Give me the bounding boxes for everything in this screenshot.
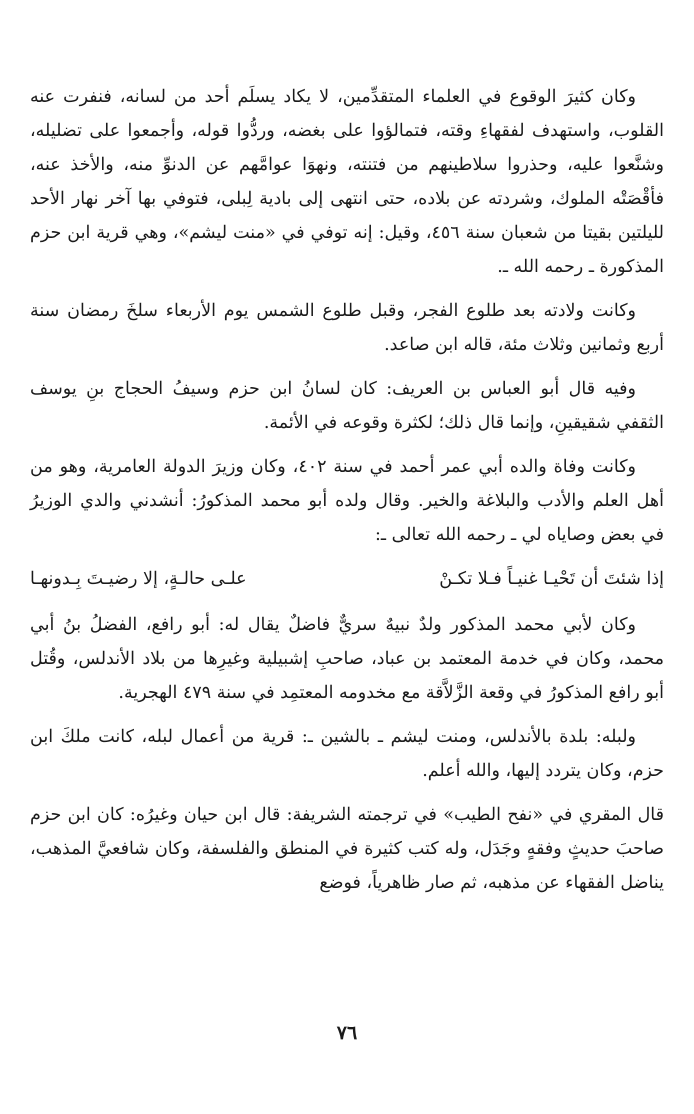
paragraph-birth: وكانت ولادته بعد طلوع الفجر، وقبل طلوع الشمس يوم الأربعاء سلخَ رمضان سنة أربع وثمانين وثلاث مئة، قاله ابن صاعد. [30, 301, 664, 355]
paragraph-death: وكان كثيرَ الوقوع في العلماء المتقدِّمين، لا يكاد يسلَم أحد من لسانه، فنفرت عنه القلوب، واستهدف لفقهاءِ وقته، فتمالؤوا على بغضه، وردُّوا قوله، وأجمعوا على تضليله، وشنَّعوا عليه، وحذروا سلاطينهم من فتنته، ونهوَا عوامَّهم عن الدنوِّ منه، والأخذ عنه، فأقْصَتْه الملوك، وشردته عن بلاده، حتى انتهى إلى بادية لِبلى، فتوفي بها آخر نهار الأحد لليلتين بقيتا من شعبان سنة ٤٥٦، وقيل: إنه توفي في «منت ليشم»، وهي قرية ابن حزم المذكورة ـ رحمه الله ـ. [30, 87, 664, 277]
verse-first-hemistich: إذا شئتَ أن تَحْيـا غنيـاً فـلا تكـنْ [439, 569, 664, 589]
paragraph-labla: ولبله: بلدة بالأندلس، ومنت ليشم ـ بالشين ـ: قرية من أعمال لبله، كانت ملكَ ابن حزم، وكان يتردد إليها، والله أعلم. [30, 727, 664, 781]
page-number: ٧٦ [336, 1022, 358, 1044]
paragraph-son-abu-rafi: وكان لأبي محمد المذكور ولدٌ نبيهٌ سريٌّ فاضلٌ يقال له: أبو رافع، الفضلُ بنُ أبي محمد، وكان في خدمة المعتمد بن عباد، صاحبِ إشبيلية وغيرِها من بلاد الأندلس، وقُتل أبو رافع المذكورُ في وقعة الزَّلاَّقة مع مخدومه المعتمِد في سنة ٤٧٩ الهجرية. [30, 615, 664, 703]
verse-line [30, 562, 664, 596]
paragraph-maqqari: قال المقري في «نفح الطيب» في ترجمته الشريفة: قال ابن حيان وغيرُه: كان ابن حزم صاحبَ حديثٍ وفقهٍ وجَدَل، وله كتب كثيرة في المنطق والفلسفة، وكان شافعيَّ المذهب، يناضل الفقهاء عن مذهبه، ثم صار ظاهرياً، فوضع [30, 805, 664, 893]
paragraph-ibn-al-arif: وفيه قال أبو العباس بن العريف: كان لسانُ ابن حزم وسيفُ الحجاج بنِ يوسف الثقفي شقيقينِ، وإنما قال ذلك؛ لكثرة وقوعه في الأئمة. [30, 379, 664, 433]
verse-second-hemistich: علـى حالـةٍ، إلا رضيـتَ بِـدونهـا [30, 569, 247, 589]
paragraph-father: وكانت وفاة والده أبي عمر أحمد في سنة ٤٠٢، وكان وزيرَ الدولة العامرية، وهو من أهل العلم والأدب والبلاغة والخير. وقال ولده أبو محمد المذكورُ: أنشدني والدي الوزيرُ في بعض وصاياه لي ـ رحمه الله تعالى ـ: [30, 457, 664, 545]
page-body [30, 80, 664, 910]
